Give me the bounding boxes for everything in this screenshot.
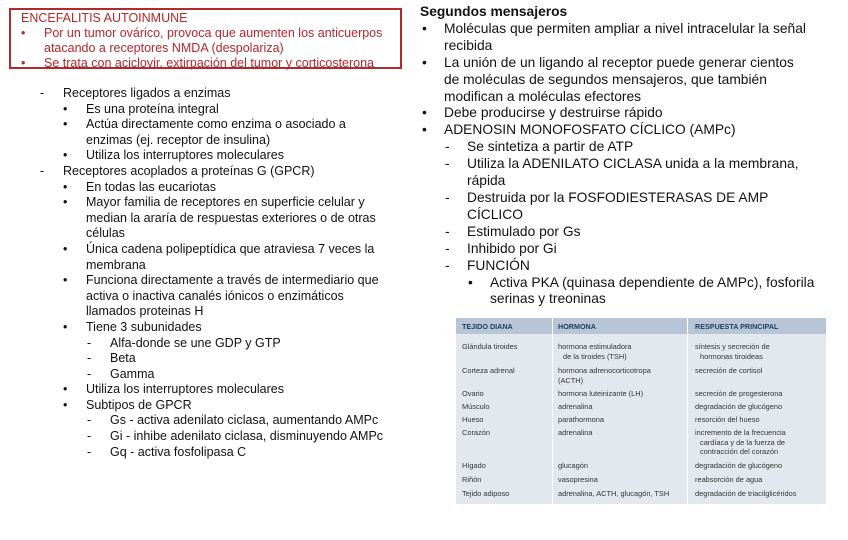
cell-line: Corazón [462, 428, 490, 437]
cell-line: degradación de glucógeno [695, 461, 783, 470]
cell-hormona [558, 461, 676, 471]
bullet-icon: • [422, 105, 427, 121]
list-item-text: Receptores acoplados a proteínas G (GPCR) [63, 163, 315, 178]
cell-respuesta [695, 389, 823, 399]
list-item [0, 367, 410, 383]
callout-title: ENCEFALITIS AUTOINMUNE [21, 11, 188, 25]
list-item-text: células [86, 226, 125, 241]
list-item-text: enzimas (ej. receptor de insulina) [86, 132, 271, 147]
bullet-icon: • [63, 195, 68, 210]
cell-line: hormonas tiroideas [700, 351, 763, 361]
list-item [0, 429, 410, 445]
list-item [0, 148, 410, 164]
list-item-continuation [0, 211, 410, 227]
callout-item-text: Se trata con aciclovir, extirpación del tumor y corticosterona [44, 56, 375, 70]
bullet-icon: • [63, 117, 68, 132]
dash-marker: - [40, 86, 45, 100]
list-item-continuation [0, 133, 410, 149]
cell-line: Hueso [462, 415, 484, 424]
cell-line: de la tiroides (TSH) [563, 351, 627, 361]
list-item-text: Es una proteína integral [86, 101, 219, 116]
cell-line: incremento de la frecuencia [695, 428, 786, 437]
list-item [0, 180, 410, 196]
dash-marker: - [445, 189, 450, 205]
list-item-text: Actúa directamente como enzima o asociado a [86, 117, 346, 132]
bullet-icon: • [21, 26, 26, 40]
callout-box [9, 8, 402, 69]
list-item [0, 242, 410, 258]
list-item [0, 117, 410, 133]
list-item-text: Beta [110, 351, 136, 366]
bullet-icon: • [63, 273, 68, 288]
bullet-icon: • [63, 382, 68, 397]
cell-line: degradación de glucógeno [695, 402, 783, 411]
cell-line: hormona adrenocorticotropa [558, 366, 651, 375]
cell-line: Tejido adiposo [462, 489, 510, 498]
list-item-text: Utiliza los interruptores moleculares [86, 382, 284, 397]
list-item-text: Utiliza los interruptores moleculares [86, 148, 284, 163]
list-item [0, 413, 410, 429]
bullet-icon: • [21, 56, 26, 70]
dash-marker: - [445, 257, 450, 273]
cell-tejido [462, 402, 552, 412]
list-item-text: Receptores ligados a enzimas [63, 86, 231, 100]
list-item-text: Mayor familia de receptores en superficie celular y [86, 195, 365, 210]
cell-respuesta [695, 461, 823, 471]
list-item-text: La unión de un ligando al receptor puede generar cientos [444, 54, 794, 70]
dash-marker: - [87, 413, 92, 428]
cell-line: contracción del corazón [700, 447, 779, 457]
list-item-continuation [0, 258, 410, 274]
cell-line: adrenalina [558, 428, 593, 437]
cell-line: Corteza adrenal [462, 366, 515, 375]
cell-line: Glándula tiroides [462, 342, 518, 351]
cell-line: (ACTH) [558, 375, 584, 385]
cell-respuesta [695, 342, 823, 361]
list-item [0, 164, 410, 180]
right-notes [420, 4, 840, 308]
dash-marker: - [40, 163, 45, 178]
callout-item-text: Por un tumor ovárico, provoca que aumenten los anticuerpos [44, 26, 383, 40]
list-item-text: modifican a moléculas efectores [444, 88, 642, 104]
list-item [0, 273, 410, 289]
bullet-icon: • [468, 274, 473, 290]
cell-hormona [558, 489, 676, 499]
cell-respuesta [695, 366, 823, 376]
cell-line: resorción del hueso [695, 415, 760, 424]
list-item [420, 55, 840, 72]
dash-marker: - [87, 444, 92, 459]
cell-hormona [558, 389, 676, 399]
list-item-text: Alfa-donde se une GDP y GTP [110, 335, 281, 350]
bullet-icon: • [422, 54, 427, 70]
list-item-text: Gi - inhibe adenilato ciclasa, disminuyendo AMPc [110, 429, 384, 444]
list-item [0, 445, 410, 461]
list-item-text: Destruida por la FOSFODIESTERASAS DE AMP [467, 189, 769, 205]
list-item-continuation [0, 304, 410, 320]
bullet-icon: • [422, 20, 427, 36]
header-hormona: HORMONA [558, 322, 596, 331]
dash-marker: - [87, 366, 92, 381]
cell-line: glucagón [558, 461, 588, 470]
list-item-continuation [420, 291, 840, 308]
bullet-icon: • [63, 179, 68, 194]
header-respuesta: RESPUESTA PRINCIPAL [695, 322, 779, 331]
callout-item [21, 56, 394, 71]
list-item-text: Moléculas que permiten ampliar a nivel intracelular la señal [444, 20, 806, 36]
list-item-text: En todas las eucariotas [86, 179, 216, 194]
list-item [0, 86, 410, 102]
list-item [0, 382, 410, 398]
list-item [420, 275, 840, 292]
list-item-text: Debe producirse y destruirse rápido [444, 105, 663, 121]
cell-tejido [462, 389, 552, 399]
list-item [0, 102, 410, 118]
list-item-text: Tiene 3 subunidades [86, 319, 202, 334]
list-item [420, 105, 840, 122]
list-item [420, 122, 840, 139]
cell-line: parathormona [558, 415, 605, 424]
list-item-text: membrana [86, 257, 146, 272]
dash-marker: - [445, 156, 450, 172]
list-item [420, 21, 840, 38]
cell-hormona [558, 342, 676, 361]
bullet-icon: • [63, 397, 68, 412]
cell-line: degradación de triacilglicéridos [695, 489, 797, 498]
cell-tejido [462, 428, 552, 438]
dash-marker: - [87, 429, 92, 444]
dash-marker: - [87, 335, 92, 350]
cell-line: síntesis y secreción de [695, 342, 770, 351]
list-item-text: Se sintetiza a partir de ATP [467, 139, 634, 155]
list-item-text: Estimulado por Gs [467, 223, 581, 239]
cell-tejido [462, 461, 552, 471]
list-item-text: Inhibido por Gi [467, 240, 557, 256]
cell-tejido [462, 475, 552, 485]
list-item-text: Gamma [110, 366, 155, 381]
list-item-text: FUNCIÓN [467, 257, 530, 273]
list-item-text: Única cadena polipeptídica que atraviesa 7 veces la [86, 241, 375, 256]
cell-hormona [558, 415, 676, 425]
table-header [456, 318, 826, 334]
list-item [420, 241, 840, 258]
list-item-continuation [420, 89, 840, 106]
cell-line: hormona estimuladora [558, 342, 632, 351]
list-item-text: Activa PKA (quinasa dependiente de AMPc), fosforila [490, 274, 815, 290]
list-item-text: median la araría de respuestas exteriores o de otras [86, 210, 376, 225]
cell-hormona [558, 428, 676, 438]
list-item [420, 190, 840, 207]
cell-hormona [558, 475, 676, 485]
hormone-table [456, 318, 826, 504]
list-item-text: llamados proteinas H [86, 304, 204, 319]
dash-marker: - [445, 139, 450, 155]
dash-marker: - [87, 351, 92, 366]
dash-marker: - [445, 240, 450, 256]
list-item [420, 139, 840, 156]
bullet-icon: • [63, 148, 68, 163]
bullet-icon: • [63, 101, 68, 116]
callout-item-continuation [21, 41, 394, 56]
list-item-continuation [0, 226, 410, 242]
list-item-text: Gq - activa fosfolipasa C [110, 444, 247, 459]
list-item-text: Subtipos de GPCR [86, 397, 192, 412]
cell-line: secreción de cortisol [695, 366, 763, 375]
list-item [420, 156, 840, 173]
cell-line: vasopresina [558, 475, 598, 484]
list-item [0, 398, 410, 414]
cell-hormona [558, 402, 676, 412]
list-item-text: serinas y treoninas [490, 291, 606, 307]
list-item [0, 320, 410, 336]
cell-respuesta [695, 402, 823, 412]
list-item-continuation [420, 38, 840, 55]
column-divider [687, 318, 688, 504]
cell-tejido [462, 366, 552, 376]
list-item-continuation [420, 207, 840, 224]
cell-line: Músculo [462, 402, 490, 411]
list-item-text: Funciona directamente a través de intermediario que [86, 273, 379, 288]
cell-line: adrenalina [558, 402, 593, 411]
callout-item-text: atacando a receptores NMDA (despolariza) [44, 41, 284, 55]
list-item-text: ADENOSIN MONOFOSFATO CÍCLICO (AMPc) [444, 122, 736, 138]
list-item-text: rápida [467, 173, 506, 189]
cell-line: adrenalina, ACTH, glucagón, TSH [558, 489, 670, 498]
cell-respuesta [695, 415, 823, 425]
dash-marker: - [445, 223, 450, 239]
cell-line: hormona luteinizante (LH) [558, 389, 644, 398]
cell-line: Ovario [462, 389, 484, 398]
list-item-text: Utiliza la ADENILATO CICLASA unida a la membrana, [467, 156, 799, 172]
header-tejido: TEJIDO DIANA [462, 322, 513, 331]
column-divider [552, 318, 553, 504]
section-heading: Segundos mensajeros [420, 4, 568, 19]
list-item-text: CÍCLICO [467, 206, 523, 222]
left-notes [0, 86, 410, 460]
list-item-continuation [420, 72, 840, 89]
cell-hormona [558, 366, 676, 385]
list-item-text: Gs - activa adenilato ciclasa, aumentando AMPc [110, 413, 379, 428]
list-item-text: recibida [444, 37, 493, 53]
cell-line: cardíaca y de la fuerza de [700, 437, 786, 447]
cell-line: secreción de progesterona [695, 389, 783, 398]
cell-line: reabsorción de agua [695, 475, 763, 484]
cell-line: Riñón [462, 475, 482, 484]
cell-line: Hígado [462, 461, 486, 470]
list-item [0, 351, 410, 367]
callout-item [21, 26, 394, 41]
list-item [0, 336, 410, 352]
list-item-continuation [0, 289, 410, 305]
cell-tejido [462, 415, 552, 425]
bullet-icon: • [63, 241, 68, 256]
cell-respuesta [695, 475, 823, 485]
cell-respuesta [695, 489, 823, 499]
list-item [0, 195, 410, 211]
bullet-icon: • [422, 122, 427, 138]
cell-tejido [462, 489, 552, 499]
bullet-icon: • [63, 319, 68, 334]
list-item [420, 258, 840, 275]
list-item-continuation [420, 173, 840, 190]
list-item-text: activa o inactiva canalés iónicos o enzimáticos [86, 288, 344, 303]
list-item-text: de moléculas de segundos mensajeros, que también [444, 71, 767, 87]
list-item [420, 224, 840, 241]
cell-respuesta [695, 428, 823, 457]
cell-tejido [462, 342, 552, 352]
